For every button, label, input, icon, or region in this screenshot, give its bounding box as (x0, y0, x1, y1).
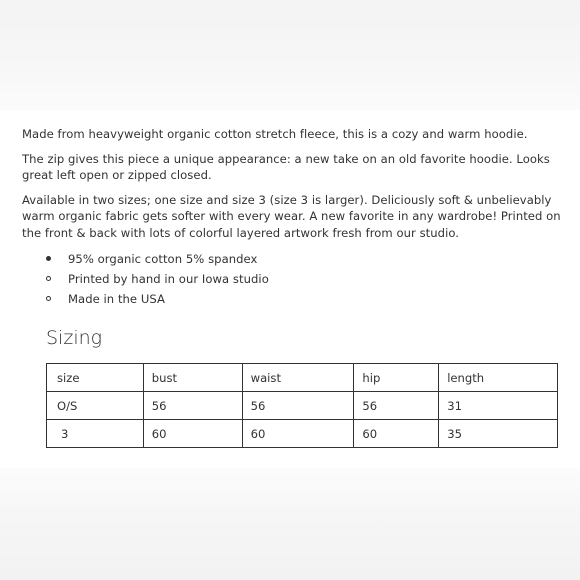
hollow-circle-icon (46, 276, 51, 281)
hollow-circle-icon (46, 296, 51, 301)
table-cell: 3 (47, 420, 144, 448)
description-paragraph-2: The zip gives this piece a unique appearance: a new take on an old favorite hoodie. Looks great left open or zipped closed. (22, 151, 550, 182)
description-paragraph-1: Made from heavyweight organic cotton stretch fleece, this is a cozy and warm hoodie. (22, 127, 528, 141)
table-cell: O/S (47, 392, 144, 420)
sizing-table (46, 363, 558, 448)
list-item (46, 289, 562, 309)
table-cell: 31 (439, 392, 558, 420)
description-paragraph-3: Available in two sizes; one size and size 3 (size 3 is larger). Deliciously soft & unbelievably warm organic fabric gets softer with every wear. A new favorite in any wardrobe! Printed on the front & back with lots of colorful layered artwork fresh from our studio. (22, 192, 561, 240)
table-cell: 35 (439, 420, 558, 448)
table-header-cell: hip (354, 364, 439, 392)
table-cell: 60 (354, 420, 439, 448)
feature-text: 95% organic cotton 5% spandex (68, 252, 258, 266)
table-header-cell: size (47, 364, 144, 392)
filled-dot-icon (46, 256, 51, 261)
table-row (47, 392, 558, 420)
table-cell: 60 (143, 420, 242, 448)
feature-list (22, 249, 562, 309)
list-item (46, 249, 562, 269)
product-description (22, 126, 562, 309)
list-item (46, 269, 562, 289)
table-header-row (47, 364, 558, 392)
sizing-heading: Sizing (46, 327, 103, 349)
table-cell: 56 (242, 392, 354, 420)
top-background-band (0, 0, 580, 110)
table-header-cell: bust (143, 364, 242, 392)
table-cell: 56 (354, 392, 439, 420)
feature-text: Made in the USA (68, 292, 165, 306)
table-cell: 56 (143, 392, 242, 420)
table-header-cell: waist (242, 364, 354, 392)
feature-text: Printed by hand in our Iowa studio (68, 272, 269, 286)
table-header-cell: length (439, 364, 558, 392)
table-row (47, 420, 558, 448)
table-cell: 60 (242, 420, 354, 448)
bottom-background-band (0, 468, 580, 580)
